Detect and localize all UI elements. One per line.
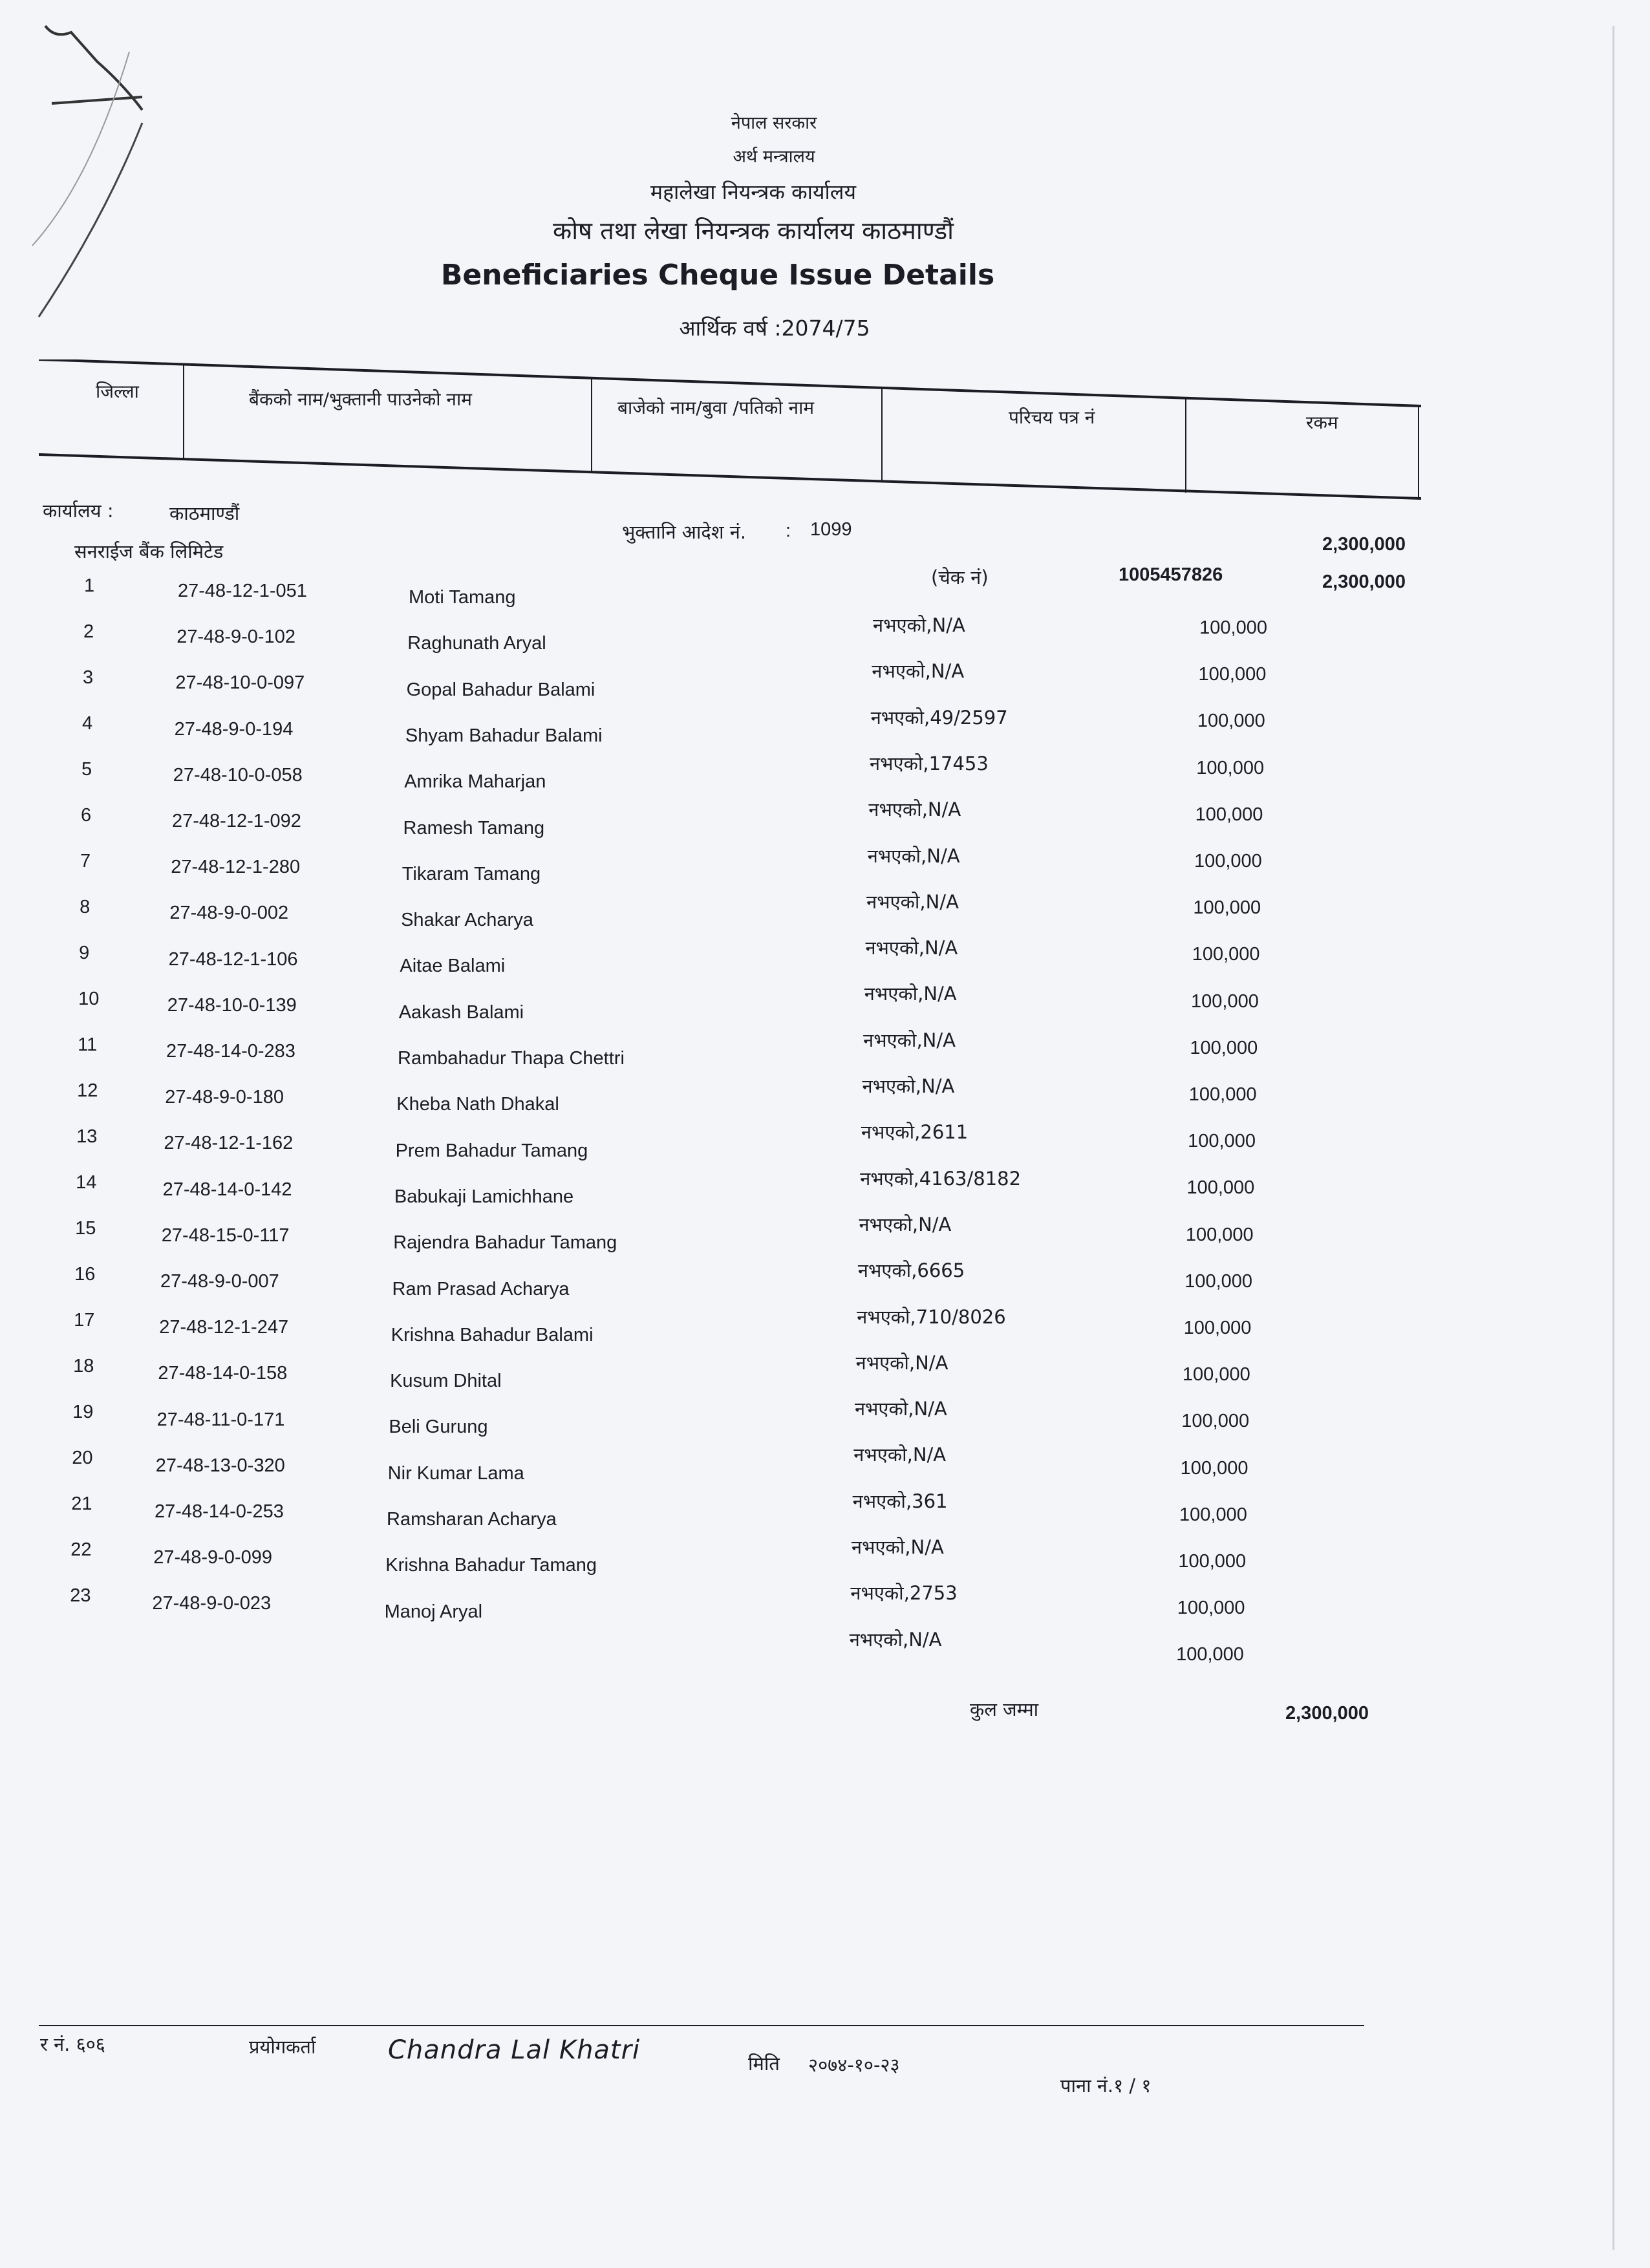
paper-edge xyxy=(1612,26,1614,2250)
row-sn: 6 xyxy=(81,805,92,826)
row-sn: 2 xyxy=(83,621,94,642)
row-id-card: नभएको,2611 xyxy=(861,1121,969,1144)
document-title: Beneficiaries Cheque Issue Details xyxy=(440,259,995,292)
row-ward-code: 27-48-12-1-106 xyxy=(168,948,298,970)
row-amount: 100,000 xyxy=(1177,1598,1245,1619)
footer-rule xyxy=(39,2025,1364,2026)
col-grandfather: बाजेको नाम/बुवा /पतिको नाम xyxy=(617,397,815,418)
row-ward-code: 27-48-12-1-162 xyxy=(164,1133,294,1154)
date-value: २०७४-१०-२३ xyxy=(808,2054,900,2076)
row-id-card: नभएको,N/A xyxy=(862,1075,955,1097)
operator-label: प्रयोगकर्ता xyxy=(249,2036,316,2058)
row-beneficiary-name: Krishna Bahadur Tamang xyxy=(385,1555,597,1576)
cheque-label: (चेक नं) xyxy=(931,566,989,588)
row-ward-code: 27-48-12-1-280 xyxy=(171,857,301,878)
row-id-card: नभएको,N/A xyxy=(855,1351,948,1374)
row-sn: 11 xyxy=(78,1034,98,1055)
payment-order-sep: : xyxy=(786,520,791,541)
row-ward-code: 27-48-15-0-117 xyxy=(161,1225,290,1246)
total-value: 2,300,000 xyxy=(1285,1703,1369,1724)
row-sn: 12 xyxy=(77,1080,98,1101)
row-id-card: नभएको,710/8026 xyxy=(857,1305,1006,1328)
footer-ref: र नं. ६०६ xyxy=(40,2033,105,2055)
row-beneficiary-name: Manoj Aryal xyxy=(384,1601,483,1622)
row-ward-code: 27-48-12-1-092 xyxy=(172,811,301,831)
row-beneficiary-name: Krishna Bahadur Balami xyxy=(391,1324,594,1345)
row-amount: 100,000 xyxy=(1180,1457,1248,1479)
table-header xyxy=(39,359,1421,500)
page-number: पाना नं.१ / १ xyxy=(1060,2075,1152,2097)
row-amount: 100,000 xyxy=(1198,664,1267,685)
row-sn: 9 xyxy=(79,943,90,963)
row-ward-code: 27-48-10-0-058 xyxy=(173,764,303,786)
row-sn: 22 xyxy=(70,1539,92,1560)
row-beneficiary-name: Prem Bahadur Tamang xyxy=(395,1140,588,1161)
row-beneficiary-name: Tikaram Tamang xyxy=(402,863,541,884)
row-amount: 100,000 xyxy=(1178,1551,1247,1572)
row-ward-code: 27-48-12-1-247 xyxy=(159,1317,289,1338)
row-sn: 14 xyxy=(76,1172,97,1193)
header-line3: महालेखा नियन्त्रक कार्यालय xyxy=(650,180,857,204)
header-line4: कोष तथा लेखा नियन्त्रक कार्यालय काठमाण्डौं xyxy=(553,217,954,245)
row-id-card: नभएको,N/A xyxy=(863,1029,956,1051)
row-sn: 15 xyxy=(75,1218,96,1239)
row-beneficiary-name: Amrika Maharjan xyxy=(404,771,546,793)
row-sn: 21 xyxy=(71,1493,92,1514)
row-ward-code: 27-48-9-0-099 xyxy=(153,1547,272,1568)
row-id-card: नभएको,4163/8182 xyxy=(860,1167,1022,1190)
header-line2: अर्थ मन्त्रालय xyxy=(733,147,815,167)
row-id-card: नभएको,N/A xyxy=(866,890,959,913)
row-amount: 100,000 xyxy=(1196,757,1265,778)
row-beneficiary-name: Babukaji Lamichhane xyxy=(394,1186,574,1207)
row-beneficiary-name: Shyam Bahadur Balami xyxy=(405,725,603,746)
row-ward-code: 27-48-14-0-283 xyxy=(166,1041,295,1062)
row-id-card: नभएको,2753 xyxy=(850,1582,958,1605)
row-amount: 100,000 xyxy=(1194,851,1262,872)
row-beneficiary-name: Beli Gurung xyxy=(389,1417,488,1438)
col-district: जिल्ला xyxy=(96,381,139,402)
header-line1: नेपाल सरकार xyxy=(731,113,817,133)
bank-name: सनराईज बैंक लिमिटेड xyxy=(74,540,224,562)
row-id-card: नभएको,N/A xyxy=(864,983,957,1005)
row-amount: 100,000 xyxy=(1185,1224,1254,1245)
row-beneficiary-name: Gopal Bahadur Balami xyxy=(406,679,595,700)
row-beneficiary-name: Aakash Balami xyxy=(398,1001,524,1023)
row-beneficiary-name: Nir Kumar Lama xyxy=(387,1462,524,1484)
row-id-card: नभएको,6665 xyxy=(857,1259,965,1282)
row-amount: 100,000 xyxy=(1192,944,1260,965)
row-ward-code: 27-48-9-0-002 xyxy=(169,903,289,924)
row-amount: 100,000 xyxy=(1184,1270,1253,1292)
row-ward-code: 27-48-9-0-194 xyxy=(174,718,294,740)
row-amount: 100,000 xyxy=(1181,1411,1250,1432)
row-ward-code: 27-48-13-0-320 xyxy=(155,1455,285,1476)
row-beneficiary-name: Moti Tamang xyxy=(409,587,516,608)
row-amount: 100,000 xyxy=(1193,897,1261,919)
row-amount: 100,000 xyxy=(1199,617,1267,638)
row-id-card: नभएको,N/A xyxy=(852,1536,944,1558)
row-amount: 100,000 xyxy=(1179,1504,1247,1525)
row-amount: 100,000 xyxy=(1176,1644,1244,1665)
row-sn: 5 xyxy=(81,759,92,780)
row-id-card: नभएको,N/A xyxy=(853,1444,947,1466)
row-sn: 10 xyxy=(78,989,100,1009)
row-ward-code: 27-48-11-0-171 xyxy=(156,1409,285,1430)
date-label: मिति xyxy=(748,2053,780,2075)
row-id-card: नभएको,N/A xyxy=(865,937,958,959)
row-ward-code: 27-48-14-0-253 xyxy=(155,1501,284,1522)
office-label: कार्यालय : xyxy=(43,500,114,522)
row-beneficiary-name: Ramsharan Acharya xyxy=(387,1509,557,1530)
row-ward-code: 27-48-9-0-102 xyxy=(177,626,295,648)
row-ward-code: 27-48-10-0-097 xyxy=(175,672,305,694)
fiscal-year: आर्थिक वर्ष :2074/75 xyxy=(679,316,870,341)
payment-order-amount: 2,300,000 xyxy=(1322,534,1406,555)
row-ward-code: 27-48-10-0-139 xyxy=(167,994,297,1016)
row-ward-code: 27-48-9-0-023 xyxy=(152,1593,272,1614)
row-amount: 100,000 xyxy=(1191,990,1259,1012)
row-id-card: नभएको,N/A xyxy=(873,614,965,636)
row-sn: 19 xyxy=(72,1402,94,1422)
row-id-card: नभएको,N/A xyxy=(859,1213,952,1236)
operator-name: Chandra Lal Khatri xyxy=(388,2035,641,2065)
payment-order-label: भुक्तानि आदेश नं. xyxy=(622,521,747,543)
row-sn: 4 xyxy=(82,713,93,734)
row-sn: 17 xyxy=(74,1310,95,1331)
row-sn: 20 xyxy=(72,1448,93,1468)
row-amount: 100,000 xyxy=(1188,1084,1257,1105)
col-id: परिचय पत्र नं xyxy=(1009,407,1095,428)
office-value: काठमाण्डौं xyxy=(169,502,240,524)
row-beneficiary-name: Rambahadur Thapa Chettri xyxy=(398,1048,625,1069)
row-id-card: नभएको,17453 xyxy=(870,752,989,775)
row-amount: 100,000 xyxy=(1182,1364,1250,1385)
row-ward-code: 27-48-9-0-180 xyxy=(165,1087,284,1108)
table-header-lines xyxy=(39,359,1421,500)
staple-mark xyxy=(26,13,149,323)
row-sn: 3 xyxy=(83,667,94,688)
row-beneficiary-name: Raghunath Aryal xyxy=(407,633,546,654)
row-id-card: नभएको,N/A xyxy=(867,844,960,867)
row-sn: 23 xyxy=(70,1585,91,1606)
row-beneficiary-name: Kheba Nath Dhakal xyxy=(396,1094,559,1115)
row-beneficiary-name: Ram Prasad Acharya xyxy=(392,1278,570,1300)
row-beneficiary-name: Ramesh Tamang xyxy=(403,817,545,839)
row-id-card: नभएको,N/A xyxy=(868,798,961,821)
row-amount: 100,000 xyxy=(1195,804,1263,825)
cheque-amount: 2,300,000 xyxy=(1322,572,1406,592)
row-amount: 100,000 xyxy=(1197,711,1265,732)
col-amount: रकम xyxy=(1306,412,1338,433)
row-ward-code: 27-48-14-0-142 xyxy=(162,1179,292,1200)
row-ward-code: 27-48-14-0-158 xyxy=(158,1363,288,1384)
row-sn: 16 xyxy=(74,1264,96,1285)
row-sn: 7 xyxy=(80,851,91,872)
payment-order-no: 1099 xyxy=(810,519,852,540)
row-beneficiary-name: Aitae Balami xyxy=(400,956,506,977)
row-id-card: नभएको,49/2597 xyxy=(870,706,1008,729)
col-bank-payee: बैंकको नाम/भुक्तानी पाउनेको नाम xyxy=(249,389,472,410)
row-amount: 100,000 xyxy=(1190,1037,1258,1058)
row-beneficiary-name: Rajendra Bahadur Tamang xyxy=(393,1232,617,1254)
total-label: कुल जम्मा xyxy=(970,1698,1039,1720)
cheque-no: 1005457826 xyxy=(1119,564,1223,585)
row-sn: 13 xyxy=(76,1126,98,1147)
row-amount: 100,000 xyxy=(1186,1177,1255,1199)
row-sn: 18 xyxy=(73,1356,94,1376)
row-amount: 100,000 xyxy=(1183,1318,1252,1338)
row-ward-code: 27-48-9-0-007 xyxy=(160,1271,279,1292)
row-sn: 8 xyxy=(80,897,91,917)
row-beneficiary-name: Shakar Acharya xyxy=(401,910,533,931)
row-amount: 100,000 xyxy=(1188,1131,1256,1152)
row-id-card: नभएको,N/A xyxy=(849,1628,942,1651)
row-beneficiary-name: Kusum Dhital xyxy=(390,1371,502,1392)
row-sn: 1 xyxy=(84,575,95,596)
row-ward-code: 27-48-12-1-051 xyxy=(178,581,307,601)
row-id-card: नभएको,N/A xyxy=(872,660,965,683)
row-id-card: नभएको,361 xyxy=(852,1490,948,1512)
row-id-card: नभएको,N/A xyxy=(854,1398,947,1420)
